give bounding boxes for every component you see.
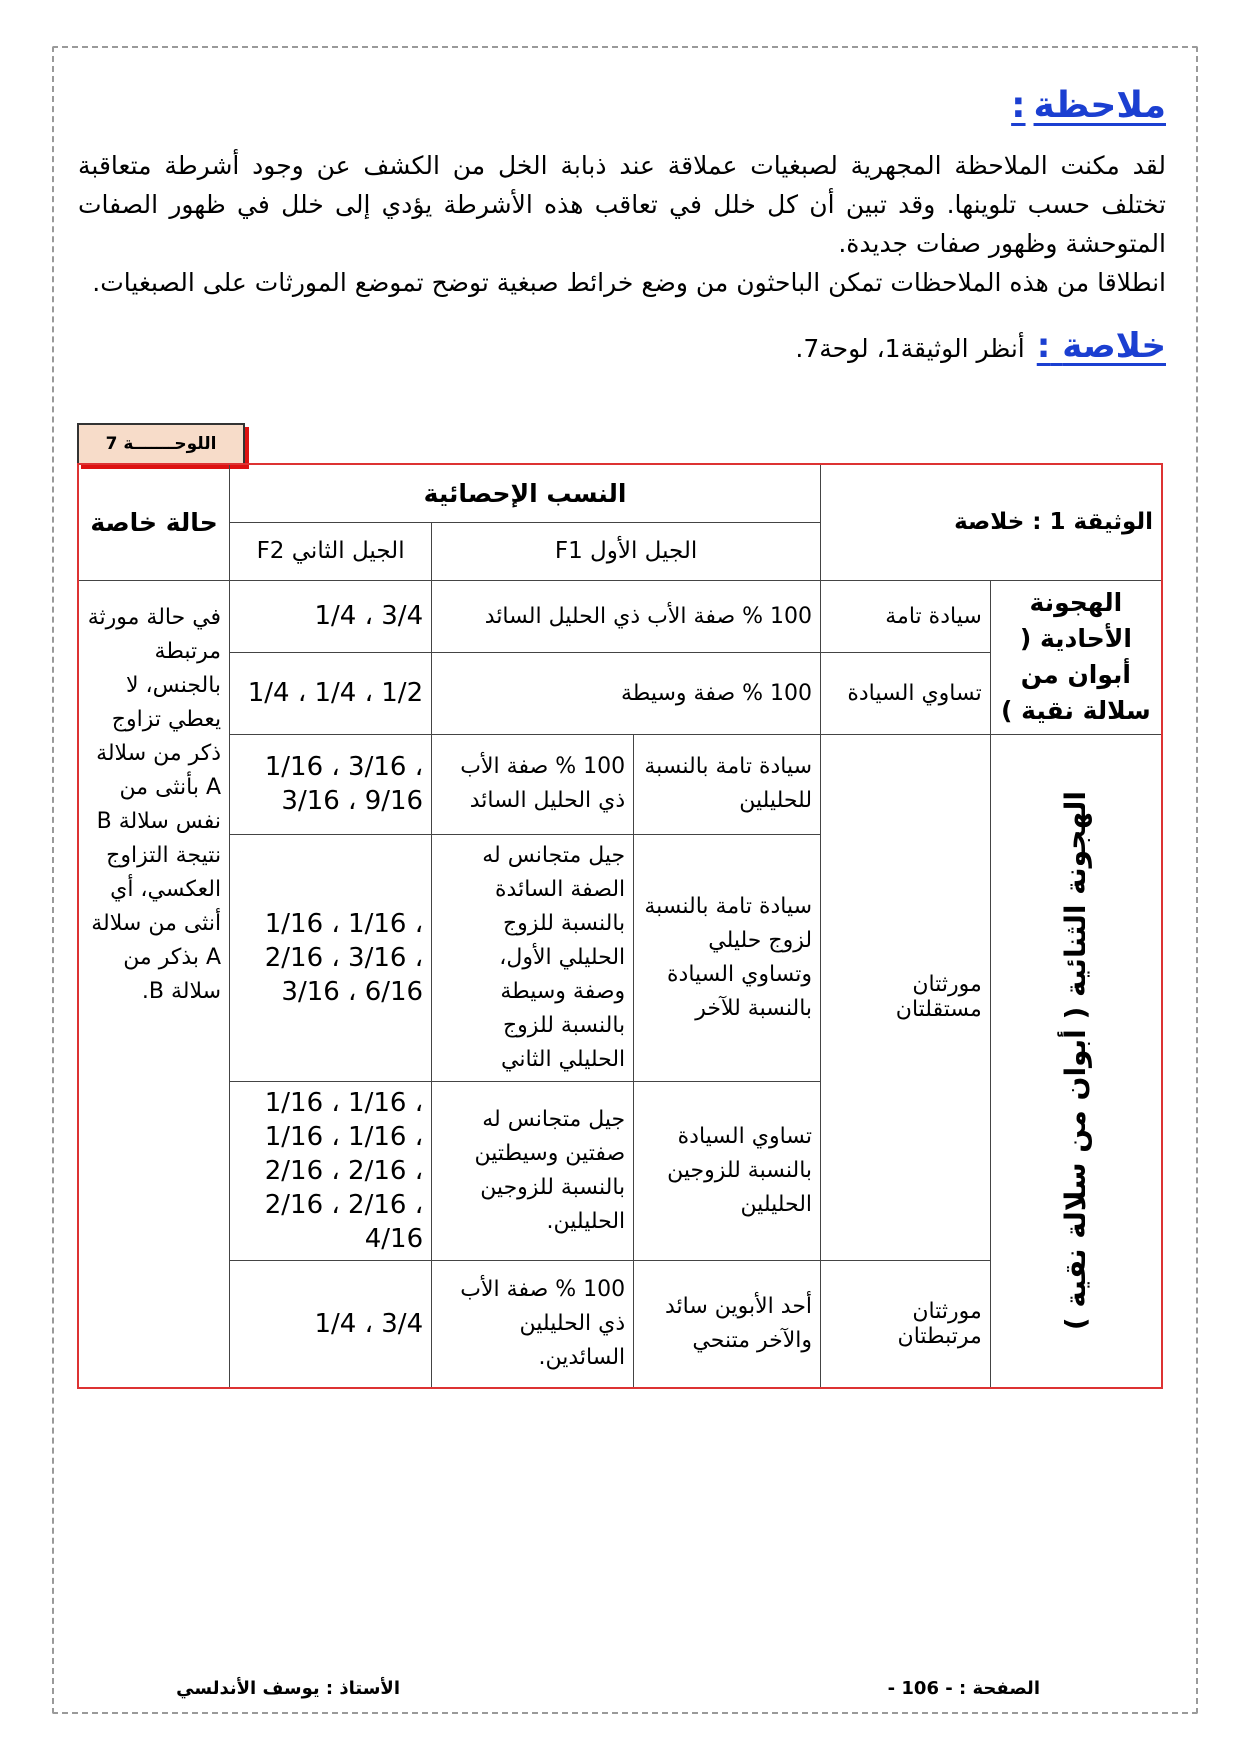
plate-label: اللوحـــــــة 7	[77, 423, 245, 465]
row6-genes: مورثتان مرتبطتان	[821, 1260, 991, 1388]
di-label-cell	[990, 734, 1162, 1388]
row5-dominance: تساوي السيادة بالنسبة للزوجين الحليلين	[634, 1081, 821, 1260]
row6-dominance: أحد الأبوين سائد والآخر متنحي	[634, 1260, 821, 1388]
di-label: الهجونة الثنائية ( أبوان من سلالة نقية )	[1058, 791, 1092, 1331]
row4-f2: 1/16 ، 1/16 ، 2/16 ، 3/16 ، 3/16 ، 6/16	[230, 834, 432, 1081]
doc-label-cell: الوثيقة 1 : خلاصة	[821, 464, 1162, 580]
row1-dominance: سيادة تامة	[821, 580, 991, 652]
note-paragraph-1: لقد مكنت الملاحظة المجهرية لصبغيات عملاقة عند ذبابة الخل من الكشف عن وجود أشرطة متعاقبة تختلف حسب تلوينها. وقد تبين أن كل خلل في تعاقب هذه الأشرطة يؤدي إلى خلل في ظهور الصفات المتوحشة وظهور صفات جديدة.	[78, 151, 1166, 258]
row3-f1: 100 % صفة الأب ذي الحليل السائد	[432, 734, 634, 834]
stats-header: النسب الإحصائية	[230, 464, 821, 522]
note-heading: ملاحظة:	[1011, 85, 1166, 126]
author: الأستاذ : يوسف الأندلسي	[176, 1678, 400, 1699]
row6-f2: 1/4 ، 3/4	[230, 1260, 432, 1388]
text-content	[78, 85, 1166, 366]
summary-heading: خلاصة :	[1036, 326, 1166, 366]
row3-f2: 1/16 ، 3/16 ، 3/16 ، 9/16	[230, 734, 432, 834]
row4-dominance: سيادة تامة بالنسبة لزوج حليلي وتساوي السيادة بالنسبة للآخر	[634, 834, 821, 1081]
row5-f1: جيل متجانس له صفتين وسيطتين بالنسبة للزوجين الحليلين.	[432, 1081, 634, 1260]
f2-header: الجيل الثاني F2	[230, 522, 432, 580]
row2-f2: 1/4 ، 1/4 ، 1/2	[230, 652, 432, 734]
row3-dominance: سيادة تامة بالنسبة للحليلين	[634, 734, 821, 834]
row2-dominance: تساوي السيادة	[821, 652, 991, 734]
summary-line	[78, 326, 1166, 366]
row2-f1: 100 % صفة وسيطة	[432, 652, 821, 734]
row4-f1: جيل متجانس له الصفة السائدة بالنسبة للزوج الحليلي الأول، وصفة وسيطة بالنسبة للزوج الحليلي الثاني	[432, 834, 634, 1081]
summary-table	[77, 463, 1163, 1389]
special-header: حالة خاصة	[78, 464, 230, 580]
special-note: في حالة مورثة مرتبطة بالجنس، لا يعطي تزاوج ذكر من سلالة A بأنثى من نفس سلالة B نتيجة التزاوج العكسي، أي أنثى من سلالة A بذكر من سلالة B.	[78, 580, 230, 1388]
row1-f1: 100 % صفة الأب ذي الحليل السائد	[432, 580, 821, 652]
row5-f2: 1/16 ، 1/16 ، 1/16 ، 1/16 ، 2/16 ، 2/16 ، 2/16 ، 2/16 ، 4/16	[230, 1081, 432, 1260]
mono-label: الهجونة الأحادية ( أبوان من سلالة نقية )	[990, 580, 1162, 734]
independent-genes: مورثتان مستقلتان	[821, 734, 991, 1260]
row1-f2: 1/4 ، 3/4	[230, 580, 432, 652]
note-paragraph-2: انطلاقا من هذه الملاحظات تمكن الباحثون من وضع خرائط صبغية توضح تموضع المورثات على الصبغيات.	[92, 268, 1166, 297]
summary-text: أنظر الوثيقة1، لوحة7.	[795, 334, 1025, 363]
page-number: الصفحة : - 106 -	[887, 1678, 1040, 1699]
row6-f1: 100 % صفة الأب ذي الحليلين السائدين.	[432, 1260, 634, 1388]
f1-header: الجيل الأول F1	[432, 522, 821, 580]
